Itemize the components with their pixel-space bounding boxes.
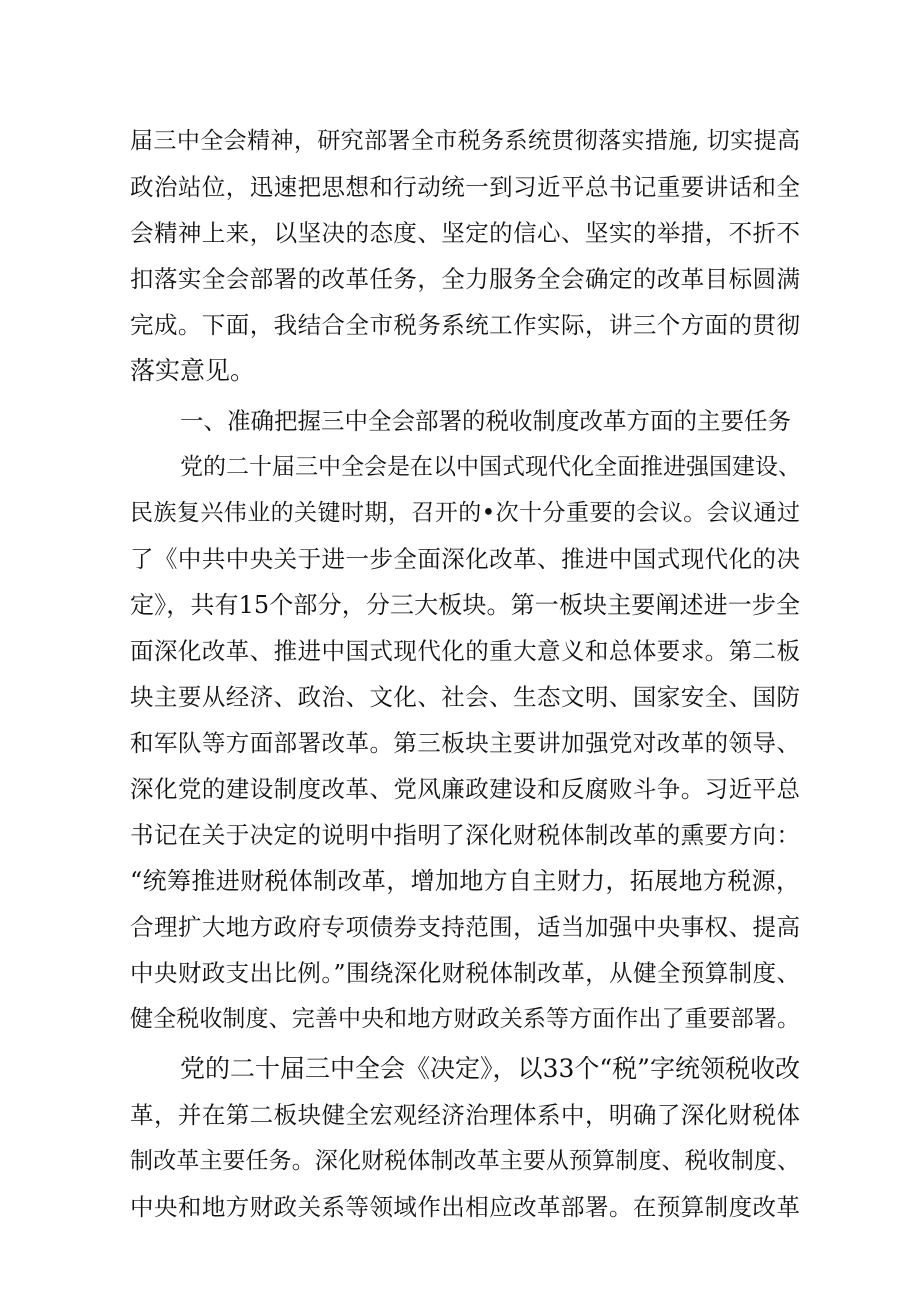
text-line: 中央和地方财政关系等领域作出相应改革部署。在预算制度改革 xyxy=(130,1193,800,1221)
text-line: 革，并在第二板块健全宏观经济治理体系中，明确了深化财税体 xyxy=(130,1101,800,1129)
text-line: 届三中全会精神，研究部署全市税务系统贯彻落实措施, 切实提高 xyxy=(130,128,800,154)
text-line: 完成。下面，我结合全市税务系统工作实际，讲三个方面的贯彻 xyxy=(130,311,800,339)
text-line: 深化党的建设制度改革、党风廉政建设和反腐败斗争。习近平总 xyxy=(130,775,800,803)
text-line: 党的二十届三中全会是在以中国式现代化全面推进强国建设、 xyxy=(180,454,801,480)
paragraph-intro-continued xyxy=(130,118,800,394)
text-line: 扣落实全会部署的改革任务，全力服务全会确定的改革目标圆满 xyxy=(130,265,800,293)
paragraph-1 xyxy=(130,444,800,1042)
text-line: 政治站位，迅速把思想和行动统一到习近平总书记重要讲话和全 xyxy=(130,173,800,201)
section-heading: 一、准确把握三中全会部署的税收制度改革方面的主要任务 xyxy=(180,407,791,435)
text-line: 合理扩大地方政府专项债券支持范围，适当加强中央事权、提高 xyxy=(130,913,800,941)
document-body xyxy=(130,118,800,1230)
text-line: 定》，共有15个部分，分三大板块。第一板块主要阐述进一步全 xyxy=(130,591,800,619)
text-line: 民族复兴伟业的关键时期，召开的•次十分重要的会议。会议通过 xyxy=(130,500,800,526)
text-line: 书记在关于决定的说明中指明了深化财税体制改革的熏要方向： xyxy=(130,821,800,849)
text-line: 块主要从经济、政治、文化、社会、生态文明、国家安全、国防 xyxy=(130,683,800,711)
text-line: 了《中共中央关于进一步全面深化改革、推进中国式现代化的决 xyxy=(130,545,800,573)
text-line: 和军队等方面部署改革。第三板块主要讲加强党对改革的领导、 xyxy=(130,729,800,757)
text-line: 面深化改革、推进中国式现代化的重大意义和总体要求。第二板 xyxy=(130,637,800,665)
text-line: 党的二十届三中全会《决定》，以33个“税”字统领税收改 xyxy=(180,1054,800,1083)
text-line: 会精神上来，以坚决的态度、坚定的信心、坚实的举措，不折不 xyxy=(130,219,800,247)
text-line: 健全税收制度、完善中央和地方财政关系等方面作出了重要部署。 xyxy=(130,1006,800,1032)
text-line: 落实意见。 xyxy=(130,356,256,385)
text-line: 中央财政支出比例。”围绕深化财税体制改革，从健全预算制度、 xyxy=(130,959,800,987)
paragraph-2 xyxy=(130,1046,800,1230)
text-line: 制改革主要任务。深化财税体制改革主要从预算制度、税收制度、 xyxy=(130,1148,800,1174)
text-line: “统筹推进财税体制改革，增加地方自主财力，拓展地方税源， xyxy=(130,867,800,895)
